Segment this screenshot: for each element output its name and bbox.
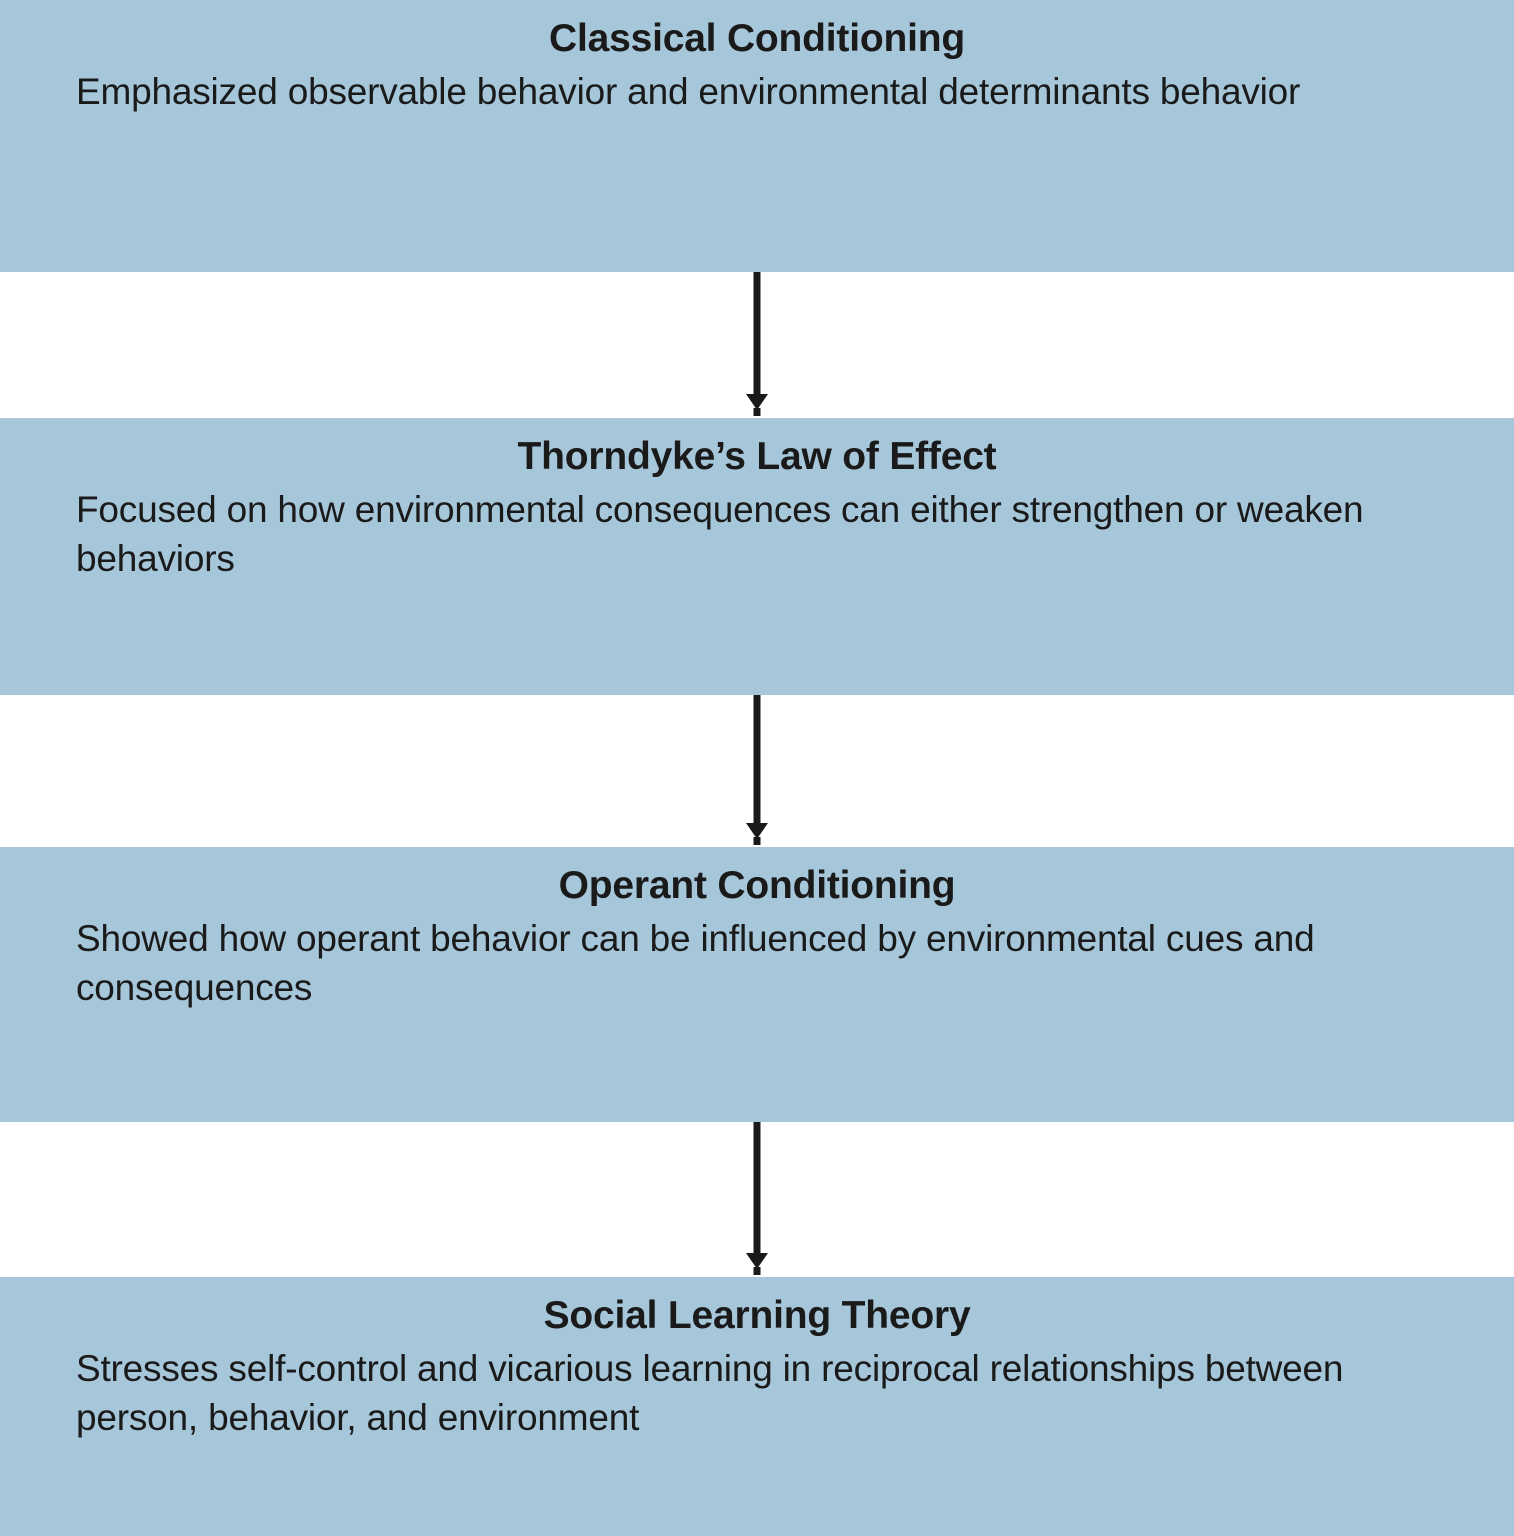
flow-node-title: Social Learning Theory <box>543 1294 971 1337</box>
arrow-stem <box>754 1122 761 1259</box>
arrow-cap <box>754 408 761 416</box>
flow-node-social-learning-theory <box>0 1277 1514 1536</box>
flow-node-thorndykes-law-of-effect <box>0 418 1514 695</box>
connector-1 <box>0 272 1514 418</box>
arrow-stem <box>754 272 761 400</box>
flow-node-description: Showed how operant behavior can be influenced by environmental cues and consequences <box>76 917 1315 1008</box>
flow-node-title: Operant Conditioning <box>558 864 956 907</box>
flow-node-description: Emphasized observable behavior and environmental determinants behavior <box>76 70 1301 112</box>
arrow-stem <box>754 695 761 829</box>
flow-node-title: Thorndyke’s Law of Effect <box>517 435 997 478</box>
flow-node-operant-conditioning <box>0 847 1514 1122</box>
flow-node-description: Stresses self-control and vicarious learning in reciprocal relationships between person, behavior, and environment <box>76 1347 1344 1438</box>
arrow-cap <box>754 837 761 845</box>
flow-node-description: Focused on how environmental consequences can either strengthen or weaken behaviors <box>76 488 1364 579</box>
connector-2 <box>0 695 1514 847</box>
flow-node-classical-conditioning <box>0 0 1514 272</box>
connector-3 <box>0 1122 1514 1277</box>
flow-node-title: Classical Conditioning <box>549 17 965 60</box>
arrow-cap <box>754 1267 761 1275</box>
